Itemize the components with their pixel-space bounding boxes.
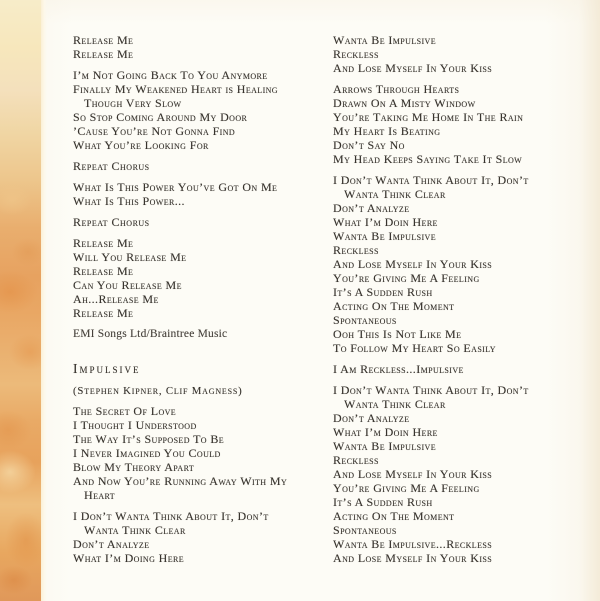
direction-line: Repeat Chorus (73, 215, 150, 229)
lyric-line: Acting On The Moment (333, 509, 455, 523)
lyric-line: Release Me (73, 306, 134, 320)
lyric-stanza (73, 509, 335, 565)
lyric-line: I Thought I Understood (73, 418, 197, 432)
lyric-line: What You’re Looking For (73, 138, 209, 152)
lyric-line: What Is This Power... (73, 194, 185, 208)
lyric-line: Release Me (73, 264, 134, 278)
lyric-stanza (73, 180, 335, 208)
lyric-line: Finally My Weakened Heart is Healing (73, 82, 278, 96)
lyric-line: Though Very Slow (84, 96, 182, 110)
lyric-line: What Is This Power You’ve Got On Me (73, 180, 278, 194)
publisher-credit-line: EMI Songs Ltd/Braintree Music (73, 328, 228, 340)
lyric-line: And Lose Myself In Your Kiss (333, 551, 493, 565)
lyric-line: Wanta Be Impulsive (333, 229, 436, 243)
repeat-chorus-direction (73, 215, 335, 229)
lyric-line: What I’m Doin Here (333, 215, 438, 229)
lyric-line: I’m Not Going Back To You Anymore (73, 68, 268, 82)
songwriter-credit (73, 384, 335, 398)
lyric-stanza (73, 404, 335, 502)
lyric-line: I Never Imagined You Could (73, 446, 221, 460)
lyric-stanza (333, 173, 595, 355)
lyric-line: Spontaneous (333, 523, 397, 537)
page-edge-texture (0, 0, 41, 601)
lyric-line: Release Me (73, 236, 134, 250)
lyric-line: Ah...Release Me (73, 292, 159, 306)
lyric-line: Reckless (333, 47, 379, 61)
lyric-line: ’Cause You’re Not Gonna Find (73, 124, 236, 138)
lyric-line: Wanta Be Impulsive (333, 33, 436, 47)
lyric-line: And Lose Myself In Your Kiss (333, 61, 493, 75)
repeat-chorus-direction (73, 159, 335, 173)
lyric-line: You’re Taking Me Home In The Rain (333, 110, 524, 124)
lyric-line: Don’t Analyze (333, 201, 410, 215)
lyric-line: Reckless (333, 453, 379, 467)
lyric-line: And Now You’re Running Away With My (73, 474, 288, 488)
direction-line: Repeat Chorus (73, 159, 150, 173)
lyric-line: Release Me (73, 33, 134, 47)
lyric-stanza (73, 33, 335, 61)
lyric-line: To Follow My Heart So Easily (333, 341, 496, 355)
lyric-line: I Am Reckless...Impulsive (333, 362, 464, 376)
lyric-stanza (333, 33, 595, 75)
lyric-line: Wanta Think Clear (84, 523, 186, 537)
lyric-line: My Heart Is Beating (333, 124, 441, 138)
lyric-line: Wanta Be Impulsive...Reckless (333, 537, 493, 551)
lyric-stanza (73, 68, 335, 152)
lyric-stanza (73, 236, 335, 320)
lyric-line: Acting On The Moment (333, 299, 455, 313)
publisher-credit (73, 327, 335, 341)
lyric-line: Wanta Be Impulsive (333, 439, 436, 453)
lyric-line: What I’m Doing Here (73, 551, 185, 565)
lyric-line: It’s A Sudden Rush (333, 495, 433, 509)
lyric-line: Don’t Say No (333, 138, 405, 152)
lyric-line: I Don’t Wanta Think About It, Don’t (73, 509, 269, 523)
lyric-line: What I’m Doin Here (333, 425, 438, 439)
lyric-line: Release Me (73, 47, 134, 61)
lyric-line: My Head Keeps Saying Take It Slow (333, 152, 523, 166)
songwriter-credit-line: (Stephen Kipner, Clif Magness) (73, 385, 243, 397)
lyric-stanza (333, 82, 595, 166)
lyric-line: Arrows Through Hearts (333, 82, 460, 96)
lyric-line: It’s A Sudden Rush (333, 285, 433, 299)
lyric-line: You’re Giving Me A Feeling (333, 271, 480, 285)
lyric-line: Can You Release Me (73, 278, 182, 292)
lyric-line: Wanta Think Clear (344, 397, 446, 411)
lyric-line: Don’t Analyze (73, 537, 150, 551)
lyric-line: I Don’t Wanta Think About It, Don’t (333, 383, 529, 397)
lyric-line: And Lose Myself In Your Kiss (333, 467, 493, 481)
song-title (73, 362, 335, 376)
lyric-line: I Don’t Wanta Think About It, Don’t (333, 173, 529, 187)
lyric-line: And Lose Myself In Your Kiss (333, 257, 493, 271)
lyrics-column-right (333, 33, 595, 572)
lyric-line: Heart (84, 488, 116, 502)
lyric-line: Wanta Think Clear (344, 187, 446, 201)
song-title-text: Impulsive (73, 361, 141, 376)
lyric-line: Don’t Analyze (333, 411, 410, 425)
lyrics-column-left (73, 33, 335, 572)
lyric-stanza (333, 383, 595, 565)
lyric-line: Reckless (333, 243, 379, 257)
lyric-line: The Secret Of Love (73, 404, 177, 418)
lyric-stanza (333, 362, 595, 376)
lyric-line: So Stop Coming Around My Door (73, 110, 248, 124)
lyric-line: Ooh This Is Not Like Me (333, 327, 462, 341)
lyric-line: The Way It’s Supposed To Be (73, 432, 225, 446)
lyric-line: Drawn On A Misty Window (333, 96, 476, 110)
page-fold-highlight (41, 0, 47, 601)
lyric-line: Will You Release Me (73, 250, 187, 264)
lyric-line: Blow My Theory Apart (73, 460, 195, 474)
lyric-line: Spontaneous (333, 313, 397, 327)
lyric-line: You’re Giving Me A Feeling (333, 481, 480, 495)
